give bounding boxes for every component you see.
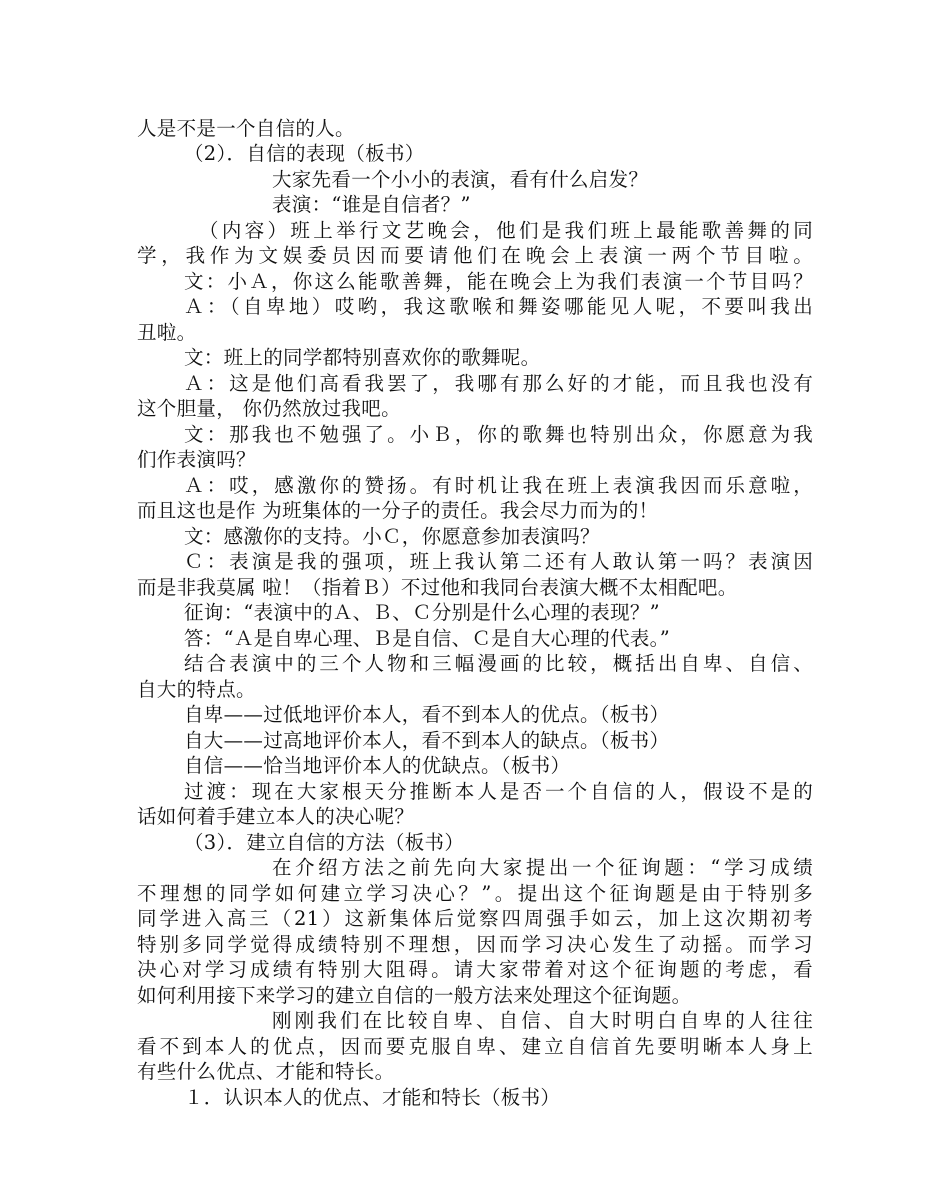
text-line: 在介绍方法之前先向大家提出一个征询题：“学习成绩 [272,856,813,879]
text-line: 文：班上的同学都特别喜欢你的歌舞呢。 [184,346,541,369]
text-line: 文：小Ａ，你这么能歌善舞，能在晚会上为我们表演一个节目吗？ [184,270,813,293]
text-line: 自卑——过低地评价本人，看不到本人的优点。（板书） [184,703,670,726]
text-line: 人是不是一个自信的人。 [137,117,355,140]
text-line: 而是非我莫属 啦！（指着Ｂ）不过他和我同台表演大概不太相配吧。 [137,576,738,599]
text-line: 决心对学习成绩有特别大阻碍。请大家带着对这个征询题的考虑，看 [137,958,813,981]
text-line: 丑啦。 [137,321,197,344]
text-line: 们作表演吗？ [137,448,256,471]
text-line: 过渡：现在大家根天分推断本人是否一个自信的人，假设不是的 [184,780,813,803]
text-line: 自大的特点。 [137,678,256,701]
text-line: 有些什么优点、才能和特长。 [137,1060,395,1083]
text-line: 而且这也是作 为班集体的一分子的责任。我会尽力而为的！ [137,499,659,522]
text-line: 刚刚我们在比较自卑、自信、自大时明白自卑的人往往 [272,1009,813,1032]
text-line: 自大——过高地评价本人，看不到本人的缺点。（板书） [184,729,670,752]
text-line: 征询：“表演中的Ａ、Ｂ、Ｃ分别是什么心理的表现？” [184,601,660,624]
text-line: 表演：“谁是自信者？” [272,193,471,216]
text-line: 文：感激你的支持。小Ｃ，你愿意参加表演吗？ [184,525,600,548]
text-line: 结合表演中的三个人物和三幅漫画的比较，概括出自卑、自信、 [184,652,813,675]
text-line: Ａ：哎，感激你的赞扬。有时机让我在班上表演我因而乐意啦， [184,474,813,497]
section-heading: （3）．建立自信的方法（板书） [184,831,465,854]
text-line: 如何利用接下来学习的建立自信的一般方法来处理这个征询题。 [137,984,692,1007]
text-line: 自信——恰当地评价本人的优缺点。（板书） [184,754,571,777]
text-line: 答：“Ａ是自卑心理、Ｂ是自信、Ｃ是自大心理的代表。” [184,627,670,650]
section-heading: （2）．自信的表现（板书） [184,142,425,165]
text-line: 同学进入高三（21）这新集体后觉察四周强手如云，加上这次期初考 [137,907,813,930]
text-line: 这个胆量， 你仍然放过我吧。 [137,397,401,420]
text-line: Ｃ：表演是我的强项，班上我认第二还有人敢认第一吗？表演因 [184,550,813,573]
text-line: （内容）班上举行文艺晚会，他们是我们班上最能歌善舞的同 [199,219,813,242]
text-line: Ａ：这是他们高看我罢了，我哪有那么好的才能，而且我也没有 [184,372,813,395]
text-line: 学，我作为文娱委员因而要请他们在晚会上表演一两个节目啦。 [137,244,813,267]
text-line: 看不到本人的优点，因而要克服自卑、建立自信首先要明晰本人身上 [137,1035,813,1058]
text-line: Ａ：（自卑地）哎哟，我这歌喉和舞姿哪能见人呢，不要叫我出 [184,295,813,318]
text-line: 大家先看一个小小的表演，看有什么启发？ [272,168,649,191]
text-line: 不理想的同学如何建立学习决心？”。提出这个征询题是由于特别多 [137,882,813,905]
section-heading: １．认识本人的优点、才能和特长（板书） [184,1086,561,1109]
text-line: 话如何着手建立本人的决心呢？ [137,805,415,828]
text-line: 特别多同学觉得成绩特别不理想，因而学习决心发生了动摇。而学习 [137,933,813,956]
text-line: 文：那我也不勉强了。小Ｂ，你的歌舞也特别出众，你愿意为我 [184,423,813,446]
